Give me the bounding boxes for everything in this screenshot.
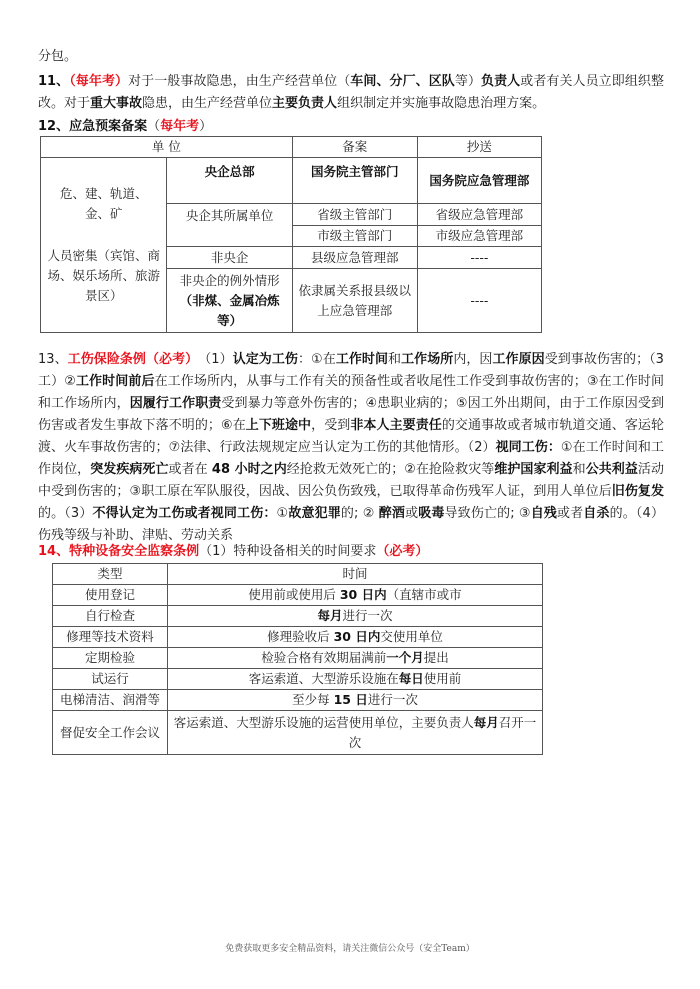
text-segment: 使用前或使用后 [248,587,340,602]
text-segment: 进行一次 [367,692,418,707]
text-segment: （直辖市或市 [386,587,462,602]
cell-type: 督促安全工作会议 [53,711,168,755]
paragraph-fenbao [38,46,664,68]
text-segment: 突发疾病死亡 [90,462,169,477]
text-segment: 对于一般事故隐患，由生产经营单位（ [128,74,351,89]
text-segment: 经抢救无效死亡的；②在抢险救灾等 [286,462,495,477]
text-segment: 工伤保险条例（必考） [67,352,192,367]
header-type: 类型 [53,564,168,585]
text-segment: 或 [405,506,419,521]
text-segment: 公共利益 [585,462,638,477]
text-segment: ：①在 [297,352,336,367]
text-segment: 分包。 [38,49,78,64]
cell-type: 修理等技术资料 [53,627,168,648]
text-segment: 组织制定并实施事故隐患治理方案。 [337,96,546,111]
cell-unit: 央企其所属单位 [167,204,292,247]
cell-time [168,690,543,711]
text-segment: 吸毒 [418,506,445,521]
cell-filing: 国务院主管部门 [292,158,417,204]
text-segment: 提出 [423,650,449,665]
cell-time [168,648,543,669]
text-segment: 隐患，由生产经营单位 [142,96,273,111]
cell-time [168,606,543,627]
cell-filing: 市级主管部门 [292,226,417,247]
text-segment: 一个月 [386,650,424,665]
text-segment: 每月 [473,714,499,730]
text-segment: 故意犯罪 [288,506,341,521]
cell-unit: 非央企的例外情形 [179,272,280,288]
header-filing: 备案 [292,137,417,158]
unit-group-crowded: 人员密集（宾馆、商场、娱乐场所、旅游景区） [47,248,160,303]
text-segment: 至少每 [292,692,334,707]
text-segment: 等） [454,74,482,89]
paragraph-13 [38,349,664,547]
table-row [53,711,543,755]
cell-time [168,627,543,648]
text-segment: 受到事故伤害的；（3工）② [38,352,664,389]
text-segment: 15 日 [333,692,368,707]
cell-type: 试运行 [53,669,168,690]
text-segment: 的。（3） [38,506,93,521]
table-row [53,606,543,627]
text-segment: 自残 [530,506,557,521]
cell-copy: ---- [417,247,541,269]
cell-time [168,669,543,690]
text-segment: 30 日内 [339,587,387,602]
text-segment: 重大事故 [90,96,143,111]
text-segment: ①在工作时间和工作岗位， [38,440,664,477]
text-segment: 的。（4）伤残等级与补助、津贴、劳动关系 [38,506,664,543]
text-segment: 不得认定为工伤或者视同工伤： [92,506,277,521]
text-segment: 每日 [398,671,424,686]
cell-time [168,711,543,755]
cell-copy: 省级应急管理部 [417,204,541,226]
text-segment: 醉酒 [378,506,406,521]
text-segment: 交使用单位 [380,629,443,644]
text-segment: 或者 [557,506,584,521]
cell-unit: 央企总部 [167,158,292,204]
unit-group-hazard: 危、建、轨道、金、矿 [59,186,148,221]
text-segment: 非本人主要责任 [350,418,442,433]
cell-copy: 市级应急管理部 [417,226,541,247]
text-segment: ） [199,119,213,134]
table-row [53,585,543,606]
cell-filing: 县级应急管理部 [292,247,417,269]
text-segment: 检验合格有效期届满前 [261,650,387,665]
cell-filing: 省级主管部门 [292,204,417,226]
header-unit: 单 位 [41,137,293,158]
text-segment: 工作场所 [401,352,454,367]
cell-type: 自行检查 [53,606,168,627]
text-segment: 主要负责人 [272,96,338,111]
text-segment: 导致伤亡的; ③ [444,506,531,521]
text-segment: 认定为工伤 [232,352,298,367]
text-segment: 的; ② [340,506,379,521]
cell-time [168,585,543,606]
text-segment: 使用前 [423,671,462,686]
text-segment: 视同工伤： [495,440,561,455]
text-segment: 内，因 [453,352,493,367]
text-segment: ① [276,506,289,521]
text-segment: 每年考 [160,119,200,134]
text-segment: 30 日内 [333,629,381,644]
text-segment: 维护国家利益 [494,462,573,477]
cell-filing: 依隶属关系报县级以上应急管理部 [292,269,417,333]
text-segment: （1） [191,352,233,367]
text-segment: 工作时间 [335,352,389,367]
header-copy: 抄送 [417,137,541,158]
special-equipment-time-table [52,563,543,755]
text-segment: 13、 [38,352,68,367]
text-segment: 或者在 [168,462,212,477]
heading-14 [38,541,664,563]
text-segment: 11、 [38,74,70,89]
text-segment: 和 [572,462,586,477]
text-segment: 活动中受到伤害的；③职工原在军队服役，因战、因公负伤致残，已取得革命伤残军人证，到用人单位后 [38,462,664,499]
text-segment: 14、特种设备安全监察条例 [38,544,200,559]
text-segment: 工作时间前后 [75,374,155,389]
text-segment: 在工作场所内，从事与工作有关的预备性或者收尾性工作受到事故伤害的；③在工作时间和工作场所内， [38,374,664,411]
table-row [53,669,543,690]
text-segment: （每年考） [69,74,129,89]
cell-type: 定期检验 [53,648,168,669]
text-segment: 进行一次 [342,608,393,623]
table-row [53,627,543,648]
paragraph-11 [38,71,664,115]
text-segment: 受到暴力等意外伤害的；④患职业病的；⑤因工外出期间，由于工作原因受到伤害或者发生事故下落不明的；⑥在 [38,396,664,433]
text-segment: 因履行工作职责 [129,396,222,411]
text-segment: 和 [388,352,402,367]
text-segment: （ [147,119,161,134]
text-segment: 上下班途中 [245,418,312,433]
text-segment: 修理验收后 [267,629,334,644]
emergency-plan-filing-table [40,136,542,333]
text-segment: ，受到 [311,418,351,433]
cell-unit-note: （非煤、金属冶炼等） [179,292,280,328]
header-time: 时间 [168,564,543,585]
text-segment: 客运索道、大型游乐设施的运营使用单位，主要负责人 [173,714,474,730]
text-segment: 48 小时之内 [211,462,287,477]
cell-unit: 非央企 [167,247,292,269]
text-segment: （必考） [376,544,429,559]
cell-type: 使用登记 [53,585,168,606]
text-segment: 车间、分厂、区队 [350,74,455,89]
cell-copy: 国务院应急管理部 [417,158,541,204]
text-segment: 或者有关人员立即组织整改。对于 [38,74,664,111]
text-segment: 召开一次 [348,714,537,750]
cell-type: 电梯清洁、润滑等 [53,690,168,711]
text-segment: 工作原因 [492,352,545,367]
text-segment: 12、应急预案备案 [38,119,148,134]
text-segment: 的交通事故或者城市轨道交通、客运轮渡、火车事故伤害的；⑦法律、行政法规规定应当认定为工伤的其他情形。（2） [38,418,664,455]
text-segment: （1）特种设备相关的时间要求 [199,544,377,559]
footer-note: 免费获取更多安全精品资料，请关注微信公众号（安全Team） [225,944,475,954]
text-segment: 自杀 [583,506,610,521]
table-row [53,690,543,711]
heading-12 [38,116,664,138]
table-row [53,648,543,669]
text-segment: 负责人 [481,74,521,89]
text-segment: 每月 [317,608,343,623]
cell-copy: ---- [417,269,541,333]
text-segment: 客运索道、大型游乐设施在 [248,671,399,686]
text-segment: 旧伤复发 [611,484,664,499]
